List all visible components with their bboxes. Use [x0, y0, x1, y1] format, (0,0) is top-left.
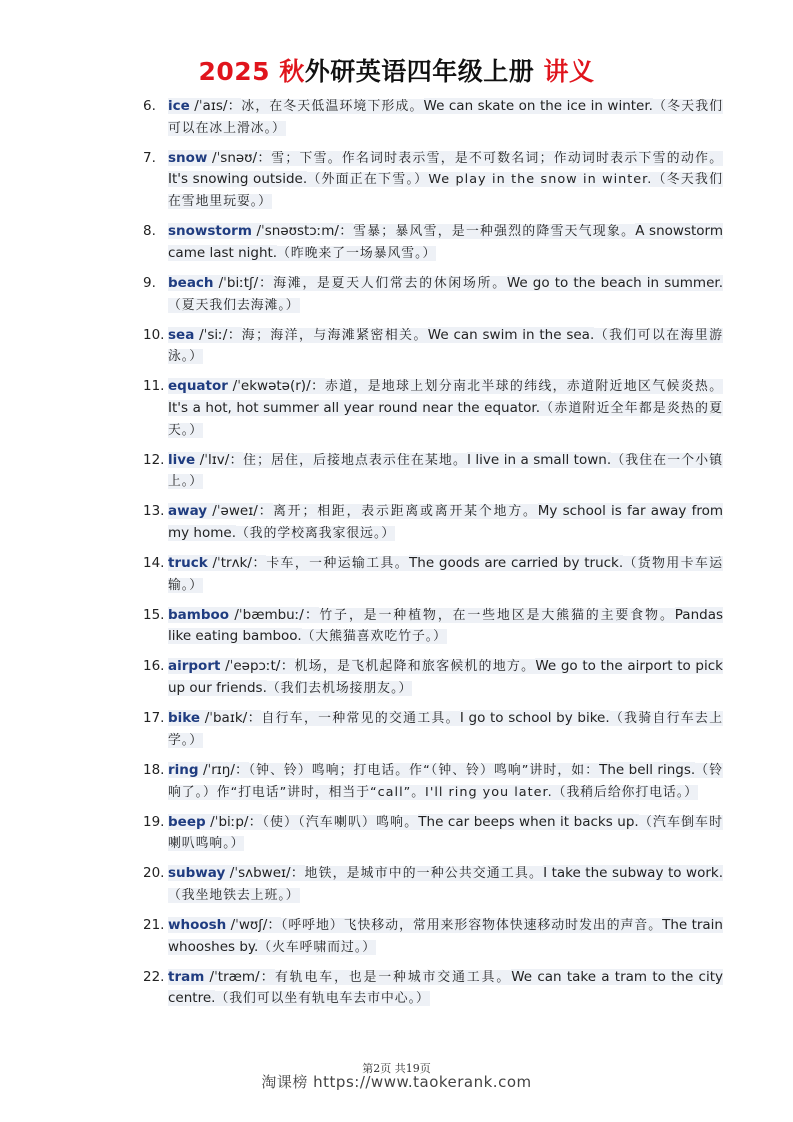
entry-definition: 地铁，是城市中的一种公共交通工具。 [304, 866, 544, 882]
entry-example-cn: （昨晚来了一场暴风雪。） [277, 245, 437, 261]
entry-body [168, 96, 723, 139]
entry-phonetic: /ˈsnəʊstɔːm/： [251, 223, 354, 240]
entry-phonetic: /ˈbaɪk/： [200, 710, 262, 727]
entry-word: bamboo [168, 606, 230, 623]
entry-definition: 有轨电车，也是一种城市交通工具。 [275, 969, 512, 985]
vocab-entry [143, 325, 723, 368]
entry-example-cn: （汽车倒车时喇叭鸣响。） [168, 814, 724, 852]
title-year: 2025 [198, 57, 271, 86]
entry-definition: 自行车，一种常见的交通工具。 [261, 711, 460, 727]
entry-number: 17. [143, 710, 165, 727]
title-season: 秋 [279, 57, 305, 86]
vocab-entry [143, 221, 723, 264]
entry-body [168, 812, 723, 855]
entry-number: 8. [143, 223, 156, 240]
entry-number: 9. [143, 274, 156, 291]
entry-phonetic: /ˈbiːtʃ/： [213, 274, 274, 291]
entry-example-en: We can take a tram to the city centre. [168, 968, 724, 1007]
entry-number: 6. [143, 98, 156, 114]
title-main: 外研英语四年级上册 [304, 57, 535, 86]
entry-number: 20. [143, 865, 165, 882]
entry-phonetic: /ˈsʌbweɪ/： [225, 865, 305, 882]
entry-word: sea [168, 326, 195, 343]
page-title [0, 52, 793, 88]
entry-phonetic: /ˈbiːp/： [205, 813, 263, 830]
entry-definition: 冰，在冬天低温环境下形成。 [241, 99, 424, 114]
vocab-entry [143, 96, 723, 139]
entry-example-en: The bell rings. [599, 761, 696, 778]
entry-number: 14. [143, 555, 165, 572]
vocab-entry [143, 915, 723, 958]
entry-phonetic: /ˈeəpɔːt/： [220, 658, 295, 675]
entry-number: 10. [143, 326, 165, 343]
entry-example-cn: （夏天我们去海滩。） [168, 297, 300, 313]
entry-phonetic: /ˈekwətə(r)/： [227, 378, 325, 395]
entry-example-cn: （我们可以坐有轨电车去市中心。） [215, 991, 430, 1007]
entry-body [168, 273, 723, 316]
vocab-list [143, 96, 723, 1018]
vocab-entry [143, 967, 723, 1010]
entry-phonetic: /ˈwʊʃ/： [226, 916, 281, 933]
vocab-entry [143, 760, 723, 803]
entry-definition: 海滩，是夏天人们常去的休闲场所。 [273, 275, 507, 291]
entry-example-en: The train whooshes by. [168, 916, 723, 955]
entry-number: 15. [143, 606, 165, 623]
entry-definition: 机场，是飞机起降和旅客候机的地方。 [294, 659, 536, 675]
entry-example-en: My school is far away from my home. [168, 503, 723, 542]
entry-word: equator [168, 378, 228, 395]
entry-number: 18. [143, 761, 165, 778]
entry-word: beep [168, 813, 206, 830]
entry-number: 12. [143, 451, 165, 468]
entry-phonetic: /ˈlɪv/： [195, 451, 244, 468]
entry-number: 7. [143, 149, 156, 166]
entry-word: snowstorm [168, 223, 252, 240]
entry-example-cn: （大熊猫喜欢吃竹子。） [301, 629, 447, 645]
entry-word: airport [168, 658, 221, 675]
entry-example-cn: （我们去机场接朋友。） [266, 681, 413, 697]
entry-word: tram [168, 968, 205, 985]
entry-number: 22. [143, 968, 165, 985]
entry-phonetic: /ˈtrʌk/： [207, 555, 267, 572]
entry-example-en: I go to school by bike. [459, 710, 610, 727]
entry-number: 11. [143, 378, 165, 395]
entry-example-en: It's a hot, hot summer all year round near the equator. [168, 399, 541, 416]
entry-example-en: A snowstorm came last night. [168, 223, 723, 261]
entry-word: ice [168, 98, 190, 114]
entry-example-cn: （火车呼啸而过。） [258, 939, 377, 955]
vocab-entry [143, 656, 723, 699]
vocab-entry [143, 501, 723, 544]
title-tail: 讲义 [543, 57, 595, 86]
entry-phonetic: /ˈtræm/： [204, 968, 276, 985]
entry-example-en: We can skate on the ice in winter. [423, 98, 653, 114]
entry-definition: 竹子，是一种植物，在一些地区是大熊猫的主要食物。 [319, 607, 675, 623]
entry-body [168, 325, 723, 368]
entry-example-cn: （我的学校离我家很远。） [236, 526, 396, 542]
entry-phonetic: /ˈsiː/： [194, 326, 242, 343]
entry-number: 13. [143, 503, 165, 520]
entry-definition: （钟、铃）鸣响；打电话。作“（钟、铃）鸣响”讲时，如： [248, 762, 600, 778]
entry-example-en: The goods are carried by truck. [409, 555, 624, 572]
entry-definition: （使）（汽车喇叭）鸣响。 [262, 814, 419, 830]
entry-definition: 雪；下雪。作名词时表示雪，是不可数名词；作动词时表示下雪的动作。 [271, 150, 723, 166]
site-link[interactable]: 淘课榜 https://www.taokerank.com [261, 1073, 532, 1091]
entry-body [168, 450, 723, 493]
vocab-entry [143, 553, 723, 596]
entry-body [168, 863, 723, 906]
entry-body [168, 656, 723, 699]
entry-word: bike [168, 710, 201, 727]
entry-definition: 离开；相距，表示距离或离开某个地方。 [273, 504, 538, 520]
entry-body [168, 967, 723, 1010]
vocab-entry [143, 273, 723, 316]
entry-definition: 卡车，一种运输工具。 [266, 556, 410, 572]
entry-body [168, 501, 723, 544]
vocab-entry [143, 812, 723, 855]
entry-word: snow [168, 149, 208, 166]
vocab-entry [143, 450, 723, 493]
entry-definition: 赤道，是地球上划分南北半球的纬线，赤道附近地区气候炎热。 [325, 379, 723, 395]
entry-example-en: The car beeps when it backs up. [418, 813, 639, 830]
entry-example-en: We go to the beach in summer. [506, 274, 723, 291]
entry-number: 16. [143, 658, 165, 675]
entry-body [168, 605, 723, 648]
entry-example-cn: （我骑自行车去上学。） [168, 711, 724, 748]
entry-example-cn: （外面正在下雪。）We play in the snow in winter.（冬天我们在雪地里玩耍。） [168, 172, 723, 210]
entry-body [168, 553, 723, 596]
entry-body [168, 148, 723, 213]
entry-example-en: We can swim in the sea. [427, 326, 595, 343]
entry-example-cn: （我坐地铁去上班。） [168, 887, 300, 903]
entry-body [168, 915, 723, 958]
entry-definition: 海；海洋，与海滩紧密相关。 [241, 327, 428, 343]
vocab-entry [143, 863, 723, 906]
entry-definition: 雪暴；暴风雪，是一种强烈的降雪天气现象。 [353, 224, 636, 240]
entry-example-cn: （赤道附近全年都是炎热的夏天。） [168, 400, 724, 438]
vocab-entry [143, 376, 723, 441]
entry-example-en: I live in a small town. [466, 451, 612, 468]
entry-word: away [168, 503, 208, 520]
entry-phonetic: /ˈaɪs/： [189, 98, 242, 114]
vocab-entry [143, 708, 723, 751]
entry-example-cn: （货物用卡车运输。） [168, 556, 724, 593]
vocab-entry [143, 148, 723, 213]
entry-word: live [168, 451, 196, 468]
entry-phonetic: /ˈbæmbuː/： [229, 606, 320, 623]
entry-body [168, 221, 723, 264]
entry-example-cn: （冬天我们可以在冰上滑冰。） [168, 99, 724, 136]
entry-number: 19. [143, 813, 165, 830]
entry-example-en: It's snowing outside. [168, 171, 308, 188]
entry-definition: （呼呼地）飞快移动，常用来形容物体快速移动时发出的声音。 [280, 917, 663, 933]
entry-example-en: We go to the airport to pick up our friends. [168, 658, 723, 697]
page-indicator: 第2页 共19页 [362, 1062, 431, 1075]
entry-word: whoosh [168, 916, 227, 933]
entry-definition: 住；居住，后接地点表示住在某地。 [243, 452, 467, 468]
entry-body [168, 376, 723, 441]
entry-word: ring [168, 761, 199, 778]
entry-phonetic: /ˈrɪŋ/： [198, 761, 249, 778]
entry-example-cn: （铃响了。）作“打电话”讲时，相当于“call”。I'll ring you later.（我稍后给你打电话。） [168, 762, 724, 800]
entry-number: 21. [143, 916, 165, 933]
vocab-entry [143, 605, 723, 648]
entry-example-cn: （我们可以在海里游泳。） [168, 327, 724, 365]
entry-example-en: Pandas like eating bamboo. [168, 606, 724, 645]
entry-body [168, 708, 723, 751]
entry-body [168, 760, 723, 803]
entry-word: beach [168, 274, 214, 291]
entry-phonetic: /ˈsnəʊ/： [207, 149, 272, 166]
entry-phonetic: /ˈəweɪ/： [207, 503, 274, 520]
entry-example-cn: （我住在一个小镇上。） [168, 452, 724, 490]
entry-word: truck [168, 555, 208, 572]
entry-word: subway [168, 865, 226, 882]
entry-example-en: I take the subway to work. [543, 865, 724, 882]
